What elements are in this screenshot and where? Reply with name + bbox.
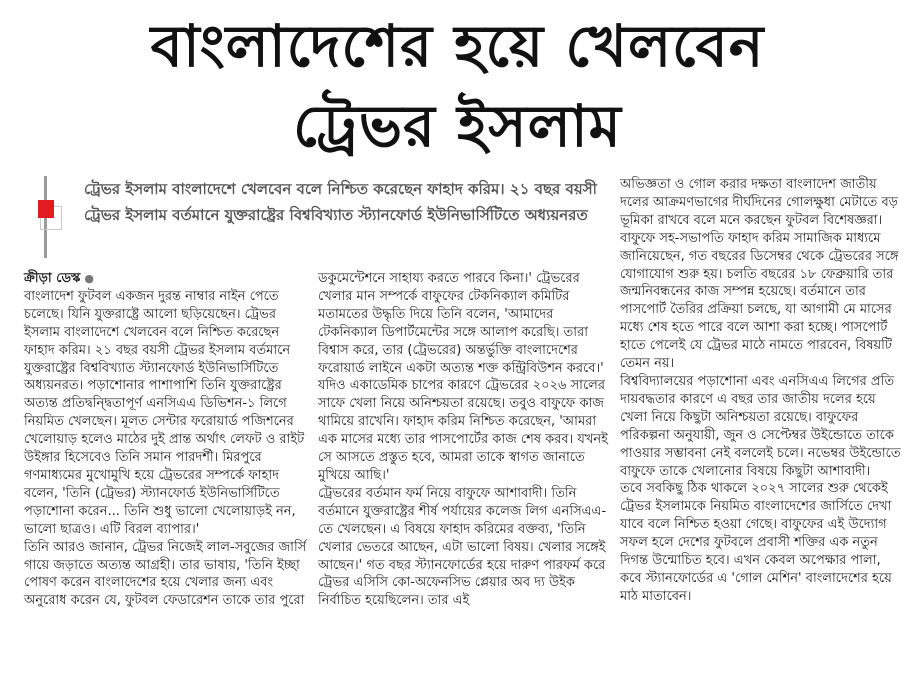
deck-text: ট্রেভর ইসলাম বাংলাদেশে খেলবেন বলে নিশ্চিত করেছেন ফাহাদ করিম। ২১ বছর বয়সী ট্রেভর ইসলাম বর্তমানে যুক্তরাষ্ট্রের বিশ্ববিখ্যাত স্ট্যানফোর্ড ইউনিভার্সিটিতে অধ্যয়নরত bbox=[84, 180, 597, 224]
article-column-1 bbox=[24, 270, 310, 610]
article-column-2 bbox=[318, 270, 608, 610]
byline bbox=[24, 270, 310, 288]
paragraph: যদিও একাডেমিক চাপের কারণে ট্রেভরের ২০২৬ সালের সাফে খেলা নিয়ে অনিশ্চয়তা রয়েছে। তবুও বাফুফে কাজ থামিয়ে রাখেনি। ফাহাদ করিম নিশ্চিত করেছেন, 'আমরা এক মাসের মধ্যে তার পাসপোর্টের কাজ শেষ করব। যখনই সে আসতে প্রস্তুত হবে, আমরা তাকে স্বাগত জানাতে মুখিয়ে আছি।' bbox=[318, 378, 608, 483]
byline-bullet-icon: ● bbox=[84, 272, 94, 285]
deck-square-red-icon bbox=[38, 200, 54, 218]
paragraph: অভিজ্ঞতা ও গোল করার দক্ষতা বাংলাদেশ জাতীয় দলের আক্রমণভাগের দীর্ঘদিনের গোলক্ষুধা মেটাতে বড় ভূমিকা রাখবে বলে মনে করছেন ফুটবল বিশেষজ্ঞরা। bbox=[620, 177, 898, 228]
paragraph: ডকুমেন্টেশনে সাহায্য করতে পারবে কিনা।' ট্রেভরের খেলার মান সম্পর্কে বাফুফের টেকনিক্যাল কমিটির মতামতের উদ্ধৃতি দিয়ে তিনি বলেন, 'আমাদের টেকনিক্যাল ডিপার্টমেন্টের সঙ্গে আলাপ করেছি। তারা বিশ্বাস করে, তার (ট্রেভরের) অন্তর্ভুক্তি বাংলাদেশের ফরোয়ার্ড লাইনে একটা অত্যন্ত শক্ত কন্ট্রিবিউশন করবে।' bbox=[318, 271, 604, 376]
deck bbox=[40, 176, 600, 256]
paragraph: বাফুফে সহ-সভাপতি ফাহাদ করিম সামাজিক মাধ্যমে জানিয়েছেন, গত বছরের ডিসেম্বর থেকে ট্রেভরের সঙ্গে যোগাযোগ শুরু হয়। চলতি বছরের ১৮ ফেব্রুয়ারি তার জন্মনিবন্ধনের কাজ সম্পন্ন হয়েছে। বর্তমানে তার পাসপোর্ট তৈরির প্রক্রিয়া চলছে, যা আগামী মে মাসের মধ্যে শেষ হতে পারে বলে আশা করা হচ্ছে। পাসপোর্ট হাতে পেলেই যে ট্রেভর মাঠে নামতে পারবেন, বিষয়টি তেমন নয়। bbox=[620, 230, 899, 372]
paragraph: ট্রেভরের বর্তমান ফর্ম নিয়ে বাফুফে আশাবাদী। তিনি বর্তমানে যুক্তরাষ্ট্রের শীর্ষ পর্যায়ের কলেজ লিগ এনসিএএ-তে খেলছেন। এ বিষয়ে ফাহাদ করিমের বক্তব্য, 'তিনি খেলার ভেতরে আছেন, এটা ভালো বিষয়। খেলার সঙ্গেই আছেন।' গত বছর স্ট্যানফোর্ডের হয়ে দারুণ পারফর্ম করে ট্রেভর এসিসি কো-অফেনসিভ প্লেয়ার অব দ্য উইক নির্বাচিত হয়েছিলেন। তার এই bbox=[318, 485, 607, 609]
byline-text: ক্রীড়া ডেস্ক bbox=[24, 271, 81, 286]
paragraph: তবে সবকিছু ঠিক থাকলে ২০২৭ সালের শুরু থেকেই ট্রেভর ইসলামকে নিয়মিত বাংলাদেশের জার্সিতে দেখা যাবে বলে নিশ্চিত হওয়া গেছে। বাফুফের এই উদ্যোগ সফল হলে দেশের ফুটবলে প্রবাসী শক্তির এক নতুন দিগন্ত উন্মোচিত হবে। এখন কেবল অপেক্ষার পালা, কবে স্ট্যানফোর্ডের এ 'গোল মেশিন' বাংলাদেশের হয়ে মাঠ মাতাবেন। bbox=[620, 481, 892, 604]
paragraph: বাংলাদেশ ফুটবল একজন দুরন্ত নাম্বার নাইন পেতে চলেছে। যিনি যুক্তরাষ্ট্রে আলো ছড়িয়েছেন। ট্রেভর ইসলাম বাংলাদেশে খেলবেন বলে নিশ্চিত করেছেন ফাহাদ করিম। ২১ বছর বয়সী ট্রেভর ইসলাম বর্তমানে যুক্তরাষ্ট্রের বিশ্ববিখ্যাত স্ট্যানফোর্ড ইউনিভার্সিটিতে অধ্যয়নরত। পড়াশোনার পাশাপাশি তিনি যুক্তরাষ্ট্রের অত্যন্ত প্রতিদ্বন্দ্বিতাপূর্ণ এনসিএএ ডিভিশন-১ লিগে নিয়মিত খেলছেন। মূলত সেন্টার ফরোয়ার্ড পজিশনের খেলোয়াড় হলেও মাঠের দুই প্রান্ত অর্থাৎ লেফট ও রাইট উইঙ্গার হিসেবেও তিনি সমান পারদর্শী। মিরপুরে গণমাধ্যমের মুখোমুখি হয়ে ট্রেভরের সম্পর্কে ফাহাদ বলেন, 'তিনি (ট্রেভর) স্ট্যানফোর্ড ইউনিভার্সিটিতে পড়াশোনা করেন... তিনি শুধু ভালো খেলোয়াড়ই নন, ভালো ছাত্রও। এটি বিরল ব্যাপার।' bbox=[24, 288, 305, 537]
paragraph: তিনি আরও জানান, ট্রেভর নিজেই লাল-সবুজের জার্সি গায়ে জড়াতে অত্যন্ত আগ্রহী। তার ভাষায়, 'তিনি ইচ্ছা পোষণ করেন বাংলাদেশের হয়ে খেলার জন্য এবং অনুরোধ করেন যে, ফুটবল ফেডারেশন তাকে তার পুরো bbox=[24, 539, 307, 609]
headline bbox=[0, 6, 915, 166]
headline-line-2: ট্রেভর ইসলাম bbox=[293, 92, 622, 160]
headline-line-1: বাংলাদেশের হয়ে খেলবেন bbox=[150, 12, 765, 80]
paragraph: বিশ্ববিদ্যালয়ের পড়াশোনা এবং এনসিএএ লিগের প্রতি দায়বদ্ধতার কারণে এ বছর তার জাতীয় দলের হয়ে খেলা নিয়ে কিছুটা অনিশ্চয়তা রয়েছে। বাফুফের পরিকল্পনা অনুযায়ী, জুন ও সেপ্টেম্বর উইন্ডোতে তাকে পাওয়ার সম্ভাবনা নেই বললেই চলে। নভেম্বর উইন্ডোতে বাফুফে তাকে খেলানোর বিষয়ে কিছুটা আশাবাদী। bbox=[620, 373, 901, 479]
article-column-3 bbox=[620, 176, 903, 606]
